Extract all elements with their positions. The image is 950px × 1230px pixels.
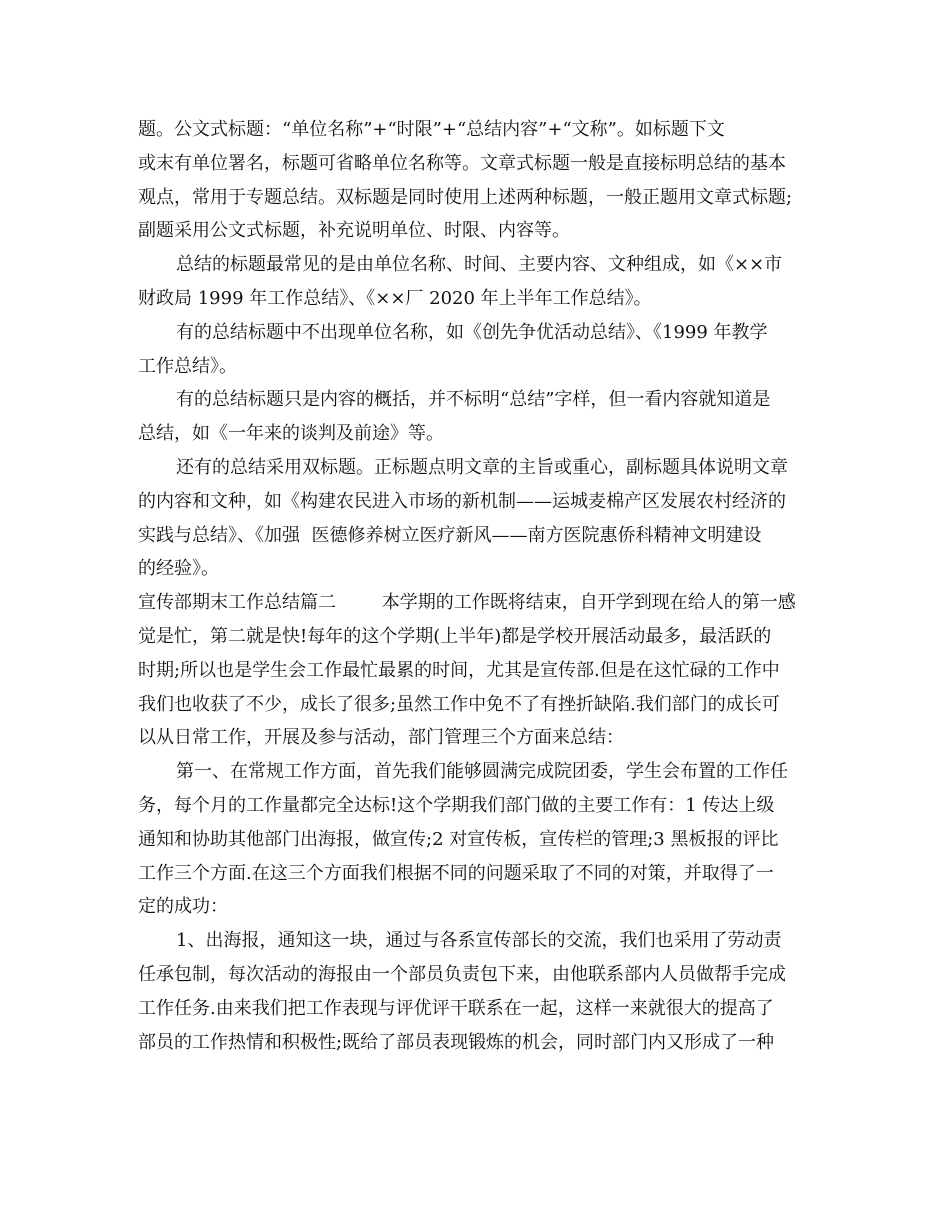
text-line: 的经验》。 — [138, 558, 219, 580]
text-line: 总结，如《一年来的谈判及前途》等。 — [138, 423, 444, 445]
text-line: 任承包制，每次活动的海报由一个部员负责包下来，由他联系部内人员做帮手完成 — [138, 963, 786, 985]
text-line: 我们也收获了不少，成长了很多;虽然工作中免不了有挫折缺陷.我们部门的成长可 — [138, 693, 780, 715]
text-line: 通知和协助其他部门出海报，做宣传;2 对宣传板，宣传栏的管理;3 黑板报的评比 — [138, 828, 779, 850]
text-line: 实践与总结》、《加强 医德修养树立医疗新风——南方医院惠侨科精神文明建设 — [138, 524, 762, 546]
text-line: 工作任务.由来我们把工作表现与评优评干联系在一起，这样一来就很大的提高了 — [138, 997, 774, 1019]
text-line: 第一、在常规工作方面，首先我们能够圆满完成院团委，学生会布置的工作任 — [176, 761, 788, 783]
text-line: 时期;所以也是学生会工作最忙最累的时间，尤其是宣传部.但是在这忙碌的工作中 — [138, 659, 780, 681]
text-line: 的内容和文种，如《构建农民进入市场的新机制——运城麦棉产区发展农村经济的 — [138, 490, 786, 512]
text-line: 副题采用公文式标题，补充说明单位、时限、内容等。 — [138, 220, 570, 242]
text-line: 或末有单位署名，标题可省略单位名称等。文章式标题一般是直接标明总结的基本 — [138, 152, 786, 174]
text-line: 财政局 1999 年工作总结》、《××厂 2020 年上半年工作总结》。 — [138, 287, 652, 309]
text-line: 务，每个月的工作量都完全达标!这个学期我们部门做的主要工作有：1 传达上级 — [138, 794, 775, 816]
text-line: 观点，常用于专题总结。双标题是同时使用上述两种标题，一般正题用文章式标题; — [138, 186, 793, 208]
text-line: 部员的工作热情和积极性;既给了部员表现锻炼的机会，同时部门内又形成了一种 — [138, 1031, 775, 1053]
text-line: 觉是忙，第二就是快!每年的这个学期(上半年)都是学校开展活动最多，最活跃的 — [138, 625, 772, 647]
text-line: 1、出海报，通知这一块，通过与各系宣传部长的交流，我们也采用了劳动责 — [176, 930, 782, 952]
text-line: 宣传部期末工作总结篇二 本学期的工作既将结束，自开学到现在给人的第一感 — [138, 592, 796, 614]
text-line: 工作总结》。 — [138, 355, 237, 377]
text-line: 工作三个方面.在这三个方面我们根据不同的问题采取了不同的对策，并取得了一 — [138, 862, 774, 884]
text-line: 定的成功： — [138, 896, 228, 918]
text-line: 有的总结标题中不出现单位名称，如《创先争优活动总结》、《1999 年教学 — [176, 321, 768, 343]
text-line: 以从日常工作，开展及参与活动，部门管理三个方面来总结： — [138, 727, 624, 749]
text-line: 总结的标题最常见的是由单位名称、时间、主要内容、文种组成，如《××市 — [176, 254, 783, 276]
text-line: 有的总结标题只是内容的概括，并不标明“总结”字样，但一看内容就知道是 — [176, 389, 771, 411]
text-line: 还有的总结采用双标题。正标题点明文章的主旨或重心，副标题具体说明文章 — [176, 456, 788, 478]
text-line: 题。公文式标题：“单位名称”+“时限”+“总结内容”+“文称”。如标题下文 — [138, 119, 725, 140]
document-body — [138, 113, 818, 1059]
